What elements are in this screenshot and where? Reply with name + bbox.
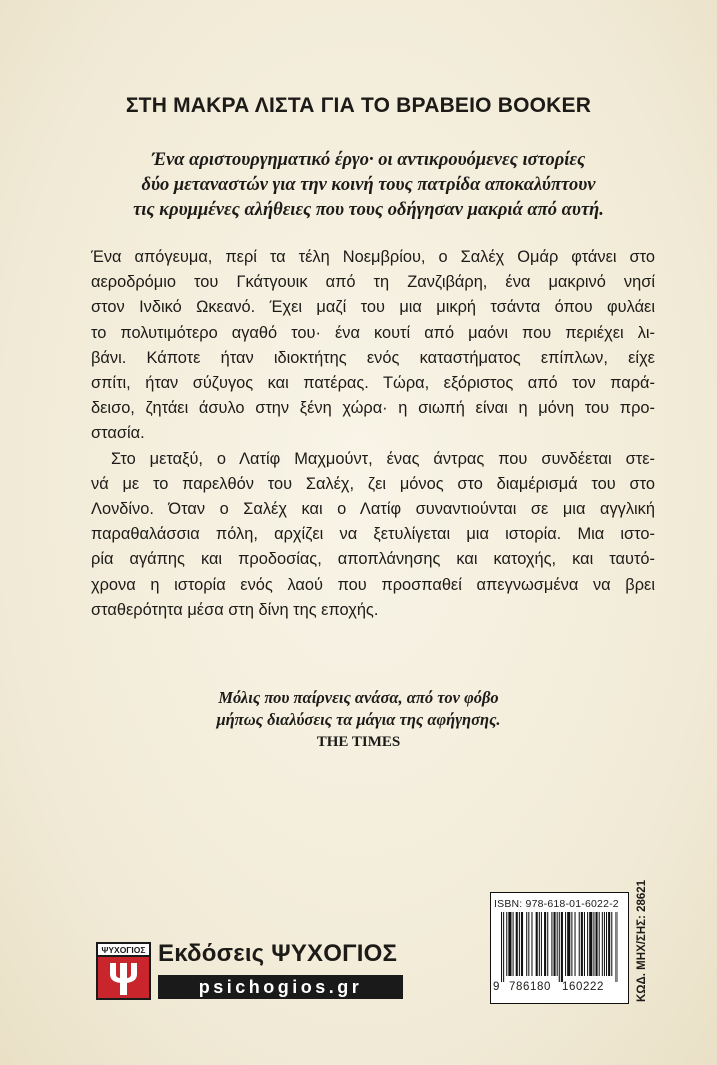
barcode-bar: [611, 912, 612, 976]
publisher-url: psichogios.gr: [158, 975, 403, 999]
publisher-logo-text: ΨΥΧΟΓΙΟΣ: [101, 945, 146, 955]
barcode-bar: [519, 912, 520, 976]
synopsis-line: το πολυτιμότερο αγαθό του· ένα κουτί από μαόνι που περιέχει λι-: [91, 323, 655, 342]
synopsis: [91, 245, 655, 623]
tagline-line: Ένα αριστουργηματικό έργο· οι αντικρουόμενες ιστορίες: [151, 150, 586, 170]
synopsis-line: Ένα απόγευμα, περί τα τέλη Νοεμβρίου, ο Σαλέχ Ομάρ φτάνει στο: [91, 248, 655, 266]
back-cover-heading: ΣΤΗ ΜΑΚΡΑ ΛΙΣΤΑ ΓΙΑ ΤΟ ΒΡΑΒΕΙΟ BOOKER: [125, 94, 592, 117]
barcode-bar: [581, 912, 583, 976]
barcode-bar: [593, 912, 594, 976]
synopsis-line: ρία αγάπης και προδοσίας, αποπλάνησης και κατοχής, και ταυτό-: [91, 550, 655, 569]
barcode-bar: [606, 912, 607, 976]
synopsis-line: Λονδίνο. Όταν ο Σαλέχ και ο Λατίφ συναντιούνται σε μια αγγλική: [91, 500, 655, 519]
barcode-bar: [503, 912, 504, 982]
barcode-bar: [526, 912, 527, 976]
barcode-bar: [571, 912, 572, 976]
synopsis-line: παραθαλάσσια πόλη, αρχίζει να ξετυλίγεται μια ιστορία. Μια ιστο-: [91, 525, 655, 544]
barcode-bar: [516, 912, 518, 976]
barcode-bar: [536, 912, 538, 976]
barcode-bar: [587, 912, 588, 976]
quote-line: Μόλις που παίρνεις ανάσα, από τον φόβο: [218, 688, 499, 707]
barcode-bar: [615, 912, 616, 982]
barcode-bar: [579, 912, 580, 976]
quote-line: μήπως διαλύσεις τα μάγια της αφήγησης.: [216, 710, 501, 729]
isbn-label: ISBN: 978-618-01-6022-2: [494, 898, 619, 910]
tagline-line: δύο μεταναστών για την κοινή τους πατρίδα αποκαλύπτουν: [141, 175, 596, 195]
barcode-bar: [608, 912, 610, 976]
barcode-bar: [528, 912, 529, 976]
synopsis-line: Στο μεταξύ, ο Λατίφ Μαχμούντ, ένας άντρας που συνδέεται στε-: [111, 449, 655, 468]
quote-source: THE TIMES: [316, 734, 401, 750]
synopsis-line: χρονα η ιστορία ενός λαού που προσπαθεί απεγνωσμένα να βρει: [91, 575, 655, 594]
barcode-digit-first: 9: [493, 981, 500, 993]
barcode-bar: [544, 912, 546, 976]
barcode-bar: [506, 912, 507, 976]
barcode-bar: [599, 912, 600, 976]
barcode-bar: [501, 912, 502, 982]
barcode-digits-right: 160222: [562, 981, 604, 993]
barcode-bars: [501, 912, 618, 982]
product-code: ΚΩΔ. ΜΗΧ/ΣΗΣ: 28621: [636, 879, 648, 1002]
synopsis-line: βάνι. Κάποτε ήταν ιδιοκτήτης ενός καταστήματος επίπλων, είχε: [91, 348, 655, 367]
synopsis-line: δεισο, ζητάει άσυλο στην ξένη χώρα· η σιωπή είναι η μόνη του προ-: [91, 399, 655, 418]
barcode-bar: [541, 912, 542, 976]
tagline: [100, 148, 637, 223]
synopsis-line: σταθερότητα μέσα στη δίνη της εποχής.: [91, 600, 379, 619]
publisher-logo-icon: [96, 942, 151, 1000]
barcode-bar: [596, 912, 598, 976]
barcode-digits-left: 786180: [509, 981, 551, 993]
barcode-bar: [602, 912, 603, 976]
barcode-bar: [513, 912, 514, 976]
barcode-bar: [565, 912, 566, 976]
press-quote: [0, 687, 717, 753]
synopsis-line: αεροδρόμιο του Γκάτγουικ από τη Ζανζιβάρη, ένα μακρινό νησί: [91, 273, 655, 292]
barcode-bar: [554, 912, 556, 976]
synopsis-line: νά με το παρελθόν του Σαλέχ, ζει μόνος στο διαμέρισμά του στο: [91, 474, 655, 493]
publisher-name: Εκδόσεις ΨΥΧΟΓΙΟΣ: [158, 940, 398, 967]
barcode-bar: [539, 912, 540, 976]
barcode-bar: [561, 912, 563, 982]
barcode-bar: [567, 912, 570, 976]
barcode-bar: [557, 912, 558, 976]
isbn-barcode: [490, 892, 629, 1004]
barcode-bar: [531, 912, 532, 976]
barcode-bar: [589, 912, 592, 976]
tagline-line: τις κρυμμένες αλήθειες που τους οδήγησαν μακριά από αυτή.: [133, 200, 604, 220]
barcode-bar: [584, 912, 585, 976]
barcode-bar: [547, 912, 548, 976]
barcode-bar: [551, 912, 552, 976]
synopsis-line: σπίτι, ήταν σύζυγος και πατέρας. Τώρα, εξόριστος από τον παρά-: [91, 374, 655, 393]
synopsis-line: στον Ινδικό Ωκεανό. Έχει μαζί του μια μικρή τσάντα όπου φυλάει: [91, 298, 655, 317]
barcode-bar: [604, 912, 605, 976]
barcode-bar: [521, 912, 523, 976]
barcode-bar: [559, 912, 560, 982]
barcode-bar: [575, 912, 576, 976]
barcode-bar: [508, 912, 511, 976]
synopsis-line: στασία.: [91, 424, 145, 443]
